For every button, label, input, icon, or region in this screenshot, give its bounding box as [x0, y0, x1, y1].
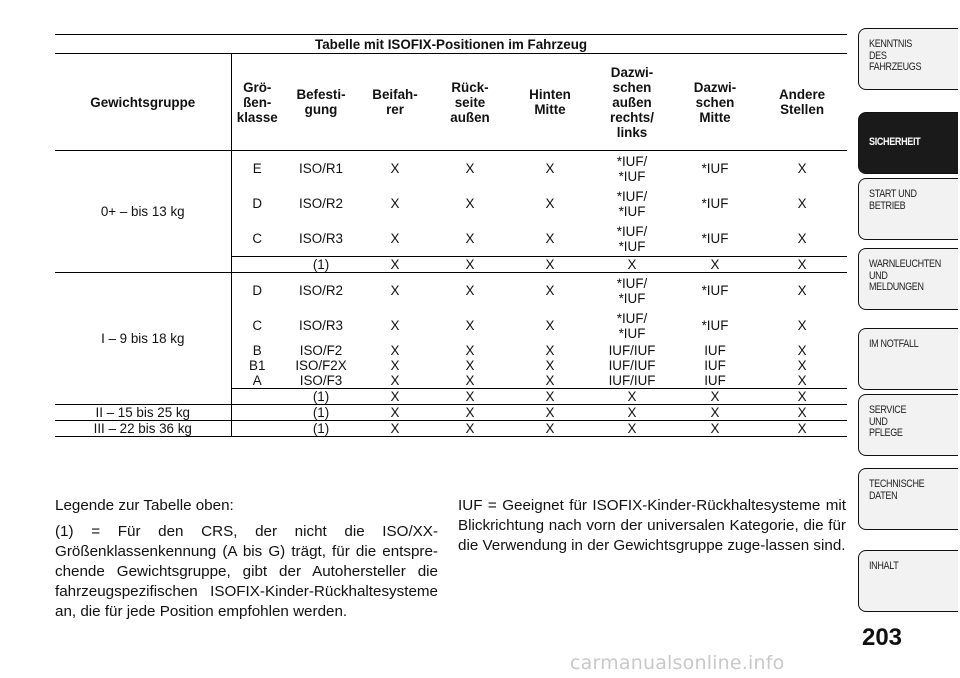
- table-cell: X: [465, 318, 475, 333]
- table-title: Tabelle mit ISOFIX-Positionen im Fahrzeug: [55, 35, 847, 54]
- table-cell: C: [252, 231, 263, 246]
- table-cell: IUF/IUF: [608, 343, 656, 358]
- table-cell: X: [390, 373, 400, 388]
- table-cell: IUF/IUF: [608, 358, 656, 373]
- table-cell: X: [545, 373, 555, 388]
- table-cell: *IUF/ *IUF: [616, 188, 648, 219]
- sidebar-tab-label: KENNTNIS DES FAHRZEUGS: [869, 38, 922, 73]
- table-cell: X: [431, 389, 509, 405]
- sidebar-tab-label: START UND BETRIEB: [869, 188, 917, 212]
- column-header: Rück- seite außen: [431, 54, 509, 151]
- table-cell: (1): [283, 421, 359, 437]
- table-cell: X: [359, 405, 431, 421]
- table-cell: X: [465, 231, 475, 246]
- table-cell: X: [390, 161, 400, 176]
- column-header: Dazwi- schen Mitte: [673, 54, 757, 151]
- sidebar-tab[interactable]: [858, 328, 958, 390]
- table-cell: *IUF/ *IUF: [616, 310, 648, 341]
- table-cell: *IUF/ *IUF: [616, 223, 648, 254]
- table-cell: X: [359, 421, 431, 437]
- table-cell: *IUF/ *IUF: [616, 275, 648, 306]
- table-cell: X: [431, 421, 509, 437]
- table-cell: X: [465, 161, 475, 176]
- table-cell: (1): [283, 405, 359, 421]
- table-cell: X: [509, 257, 591, 273]
- table-cell: X: [509, 421, 591, 437]
- legend-note-iuf: IUF = Geeignet für ISOFIX-Kinder-Rückhaltesysteme mit Blickrichtung nach vorn der universalen Kategorie, die für die Verwendung in der Gewichtsgruppe zuge-lassen sind.: [458, 497, 846, 554]
- column-header: Befesti- gung: [283, 54, 359, 151]
- table-cell: D: [252, 283, 263, 298]
- table-cell: X: [757, 389, 847, 405]
- column-header: Andere Stellen: [757, 54, 847, 151]
- table-cell: X: [673, 421, 757, 437]
- table-cell: (1): [283, 389, 359, 405]
- table-cell: X: [797, 161, 807, 176]
- table-cell: X: [390, 343, 400, 358]
- table-cell: *IUF: [701, 318, 729, 333]
- table-cell: X: [591, 405, 673, 421]
- sidebar-tab-label: SERVICE UND PFLEGE: [869, 404, 907, 439]
- table-cell: X: [545, 161, 555, 176]
- table-header-row: [55, 54, 847, 151]
- sidebar-tab[interactable]: [858, 28, 958, 90]
- table-cell: ISO/R2: [299, 283, 343, 298]
- table-cell: IUF/IUF: [608, 373, 656, 388]
- sidebar-tab[interactable]: [858, 468, 958, 530]
- table-row: [55, 421, 847, 437]
- sidebar-tab[interactable]: [858, 550, 958, 612]
- table-cell: *IUF: [701, 283, 729, 298]
- table-cell: X: [797, 231, 807, 246]
- sidebar-tab[interactable]: [858, 248, 958, 310]
- sidebar-tab[interactable]: [858, 112, 958, 174]
- table-cell: [231, 257, 283, 273]
- table-cell: E: [252, 161, 262, 176]
- table-row: [55, 405, 847, 421]
- table-cell: X: [545, 343, 555, 358]
- table-cell: X: [673, 405, 757, 421]
- table-cell: X: [390, 196, 400, 211]
- table-cell: ISO/F2: [299, 343, 343, 358]
- table-cell: X: [465, 196, 475, 211]
- table-cell: X: [509, 405, 591, 421]
- table-cell: X: [390, 318, 400, 333]
- sidebar-tab-label: TECHNISCHE DATEN: [869, 478, 925, 502]
- table-cell: X: [797, 373, 807, 388]
- table-cell: IUF: [704, 373, 726, 388]
- table-cell: ISO/R3: [299, 231, 343, 246]
- table-cell: B1: [249, 358, 266, 373]
- table-cell: ISO/F2X: [295, 358, 347, 373]
- table-cell: ISO/R3: [299, 318, 343, 333]
- table-cell: X: [673, 389, 757, 405]
- table-cell: X: [673, 257, 757, 273]
- table-cell: ISO/F3: [299, 373, 343, 388]
- weight-group-cell: 0+ – bis 13 kg: [55, 151, 231, 273]
- legend-left-column: [55, 496, 438, 628]
- table-cell: X: [545, 196, 555, 211]
- table-cell: X: [757, 405, 847, 421]
- table-cell: A: [252, 373, 262, 388]
- watermark: carmanualsonline.info: [570, 652, 785, 674]
- table-cell: X: [797, 358, 807, 373]
- table-cell: (1): [283, 257, 359, 273]
- table-cell: ISO/R2: [299, 196, 343, 211]
- weight-group-cell: III – 22 bis 36 kg: [55, 421, 231, 437]
- table-cell: X: [390, 358, 400, 373]
- sidebar-tab[interactable]: [858, 394, 958, 456]
- sidebar-tab-label: WARNLEUCHTEN UND MELDUNGEN: [869, 258, 941, 293]
- table-cell: X: [757, 257, 847, 273]
- legend-right-column: [458, 496, 846, 562]
- table-cell: X: [797, 283, 807, 298]
- table-cell: *IUF/ *IUF: [616, 153, 648, 184]
- table-cell: X: [545, 283, 555, 298]
- table-cell: X: [465, 283, 475, 298]
- table-cell: X: [797, 196, 807, 211]
- table-cell: X: [390, 283, 400, 298]
- table-cell: [231, 389, 283, 405]
- table-cell: [231, 421, 283, 437]
- table-row: [55, 273, 847, 309]
- table-cell: X: [359, 389, 431, 405]
- sidebar-tab-label: INHALT: [869, 560, 899, 572]
- table-cell: X: [465, 358, 475, 373]
- isofix-position-table: [55, 34, 847, 437]
- table-cell: C: [252, 318, 263, 333]
- column-header: Gewichtsgruppe: [55, 54, 231, 151]
- table-cell: IUF: [704, 343, 726, 358]
- table-cell: X: [545, 358, 555, 373]
- table-cell: X: [431, 257, 509, 273]
- weight-group-cell: II – 15 bis 25 kg: [55, 405, 231, 421]
- table-cell: X: [465, 343, 475, 358]
- table-cell: X: [797, 343, 807, 358]
- column-header: Dazwi- schen außen rechts/ links: [591, 54, 673, 151]
- weight-group-cell: I – 9 bis 18 kg: [55, 273, 231, 405]
- table-cell: [231, 405, 283, 421]
- table-cell: X: [591, 389, 673, 405]
- table-body: [55, 151, 847, 437]
- table-cell: X: [757, 421, 847, 437]
- sidebar-tab-label: SICHERHEIT: [869, 136, 921, 149]
- table-cell: X: [509, 389, 591, 405]
- table-cell: *IUF: [701, 231, 729, 246]
- table-cell: ISO/R1: [299, 161, 343, 176]
- table-cell: IUF: [704, 358, 726, 373]
- sidebar-tab-label: IM NOTFALL: [869, 338, 919, 350]
- column-header: Hinten Mitte: [509, 54, 591, 151]
- table-cell: X: [591, 257, 673, 273]
- table-cell: D: [252, 196, 263, 211]
- sidebar-tab[interactable]: [858, 178, 958, 240]
- table-cell: X: [465, 373, 475, 388]
- table-row: [55, 151, 847, 187]
- table-cell: X: [545, 231, 555, 246]
- legend-heading: Legende zur Tabelle oben:: [55, 497, 234, 514]
- table-cell: *IUF: [701, 196, 729, 211]
- table-cell: X: [431, 405, 509, 421]
- page-number: 203: [861, 624, 903, 651]
- column-header: Grö- ßen- klasse: [231, 54, 283, 151]
- table-cell: B: [252, 343, 262, 358]
- table-cell: X: [359, 257, 431, 273]
- table-cell: *IUF: [701, 161, 729, 176]
- column-header: Beifah- rer: [359, 54, 431, 151]
- table-cell: X: [390, 231, 400, 246]
- table-cell: X: [797, 318, 807, 333]
- table-cell: X: [591, 421, 673, 437]
- table-cell: X: [545, 318, 555, 333]
- legend-note-1: (1) = Für den CRS, der nicht die ISO/XX-Größenklassenkennung (A bis G) trägt, für die entspre-chende Gewichtsgruppe, gibt der Autohersteller die fahrzeugspezifischen ISOFIX-Kinder-Rückhaltesysteme an, die für jede Position empfohlen werden.: [55, 523, 438, 620]
